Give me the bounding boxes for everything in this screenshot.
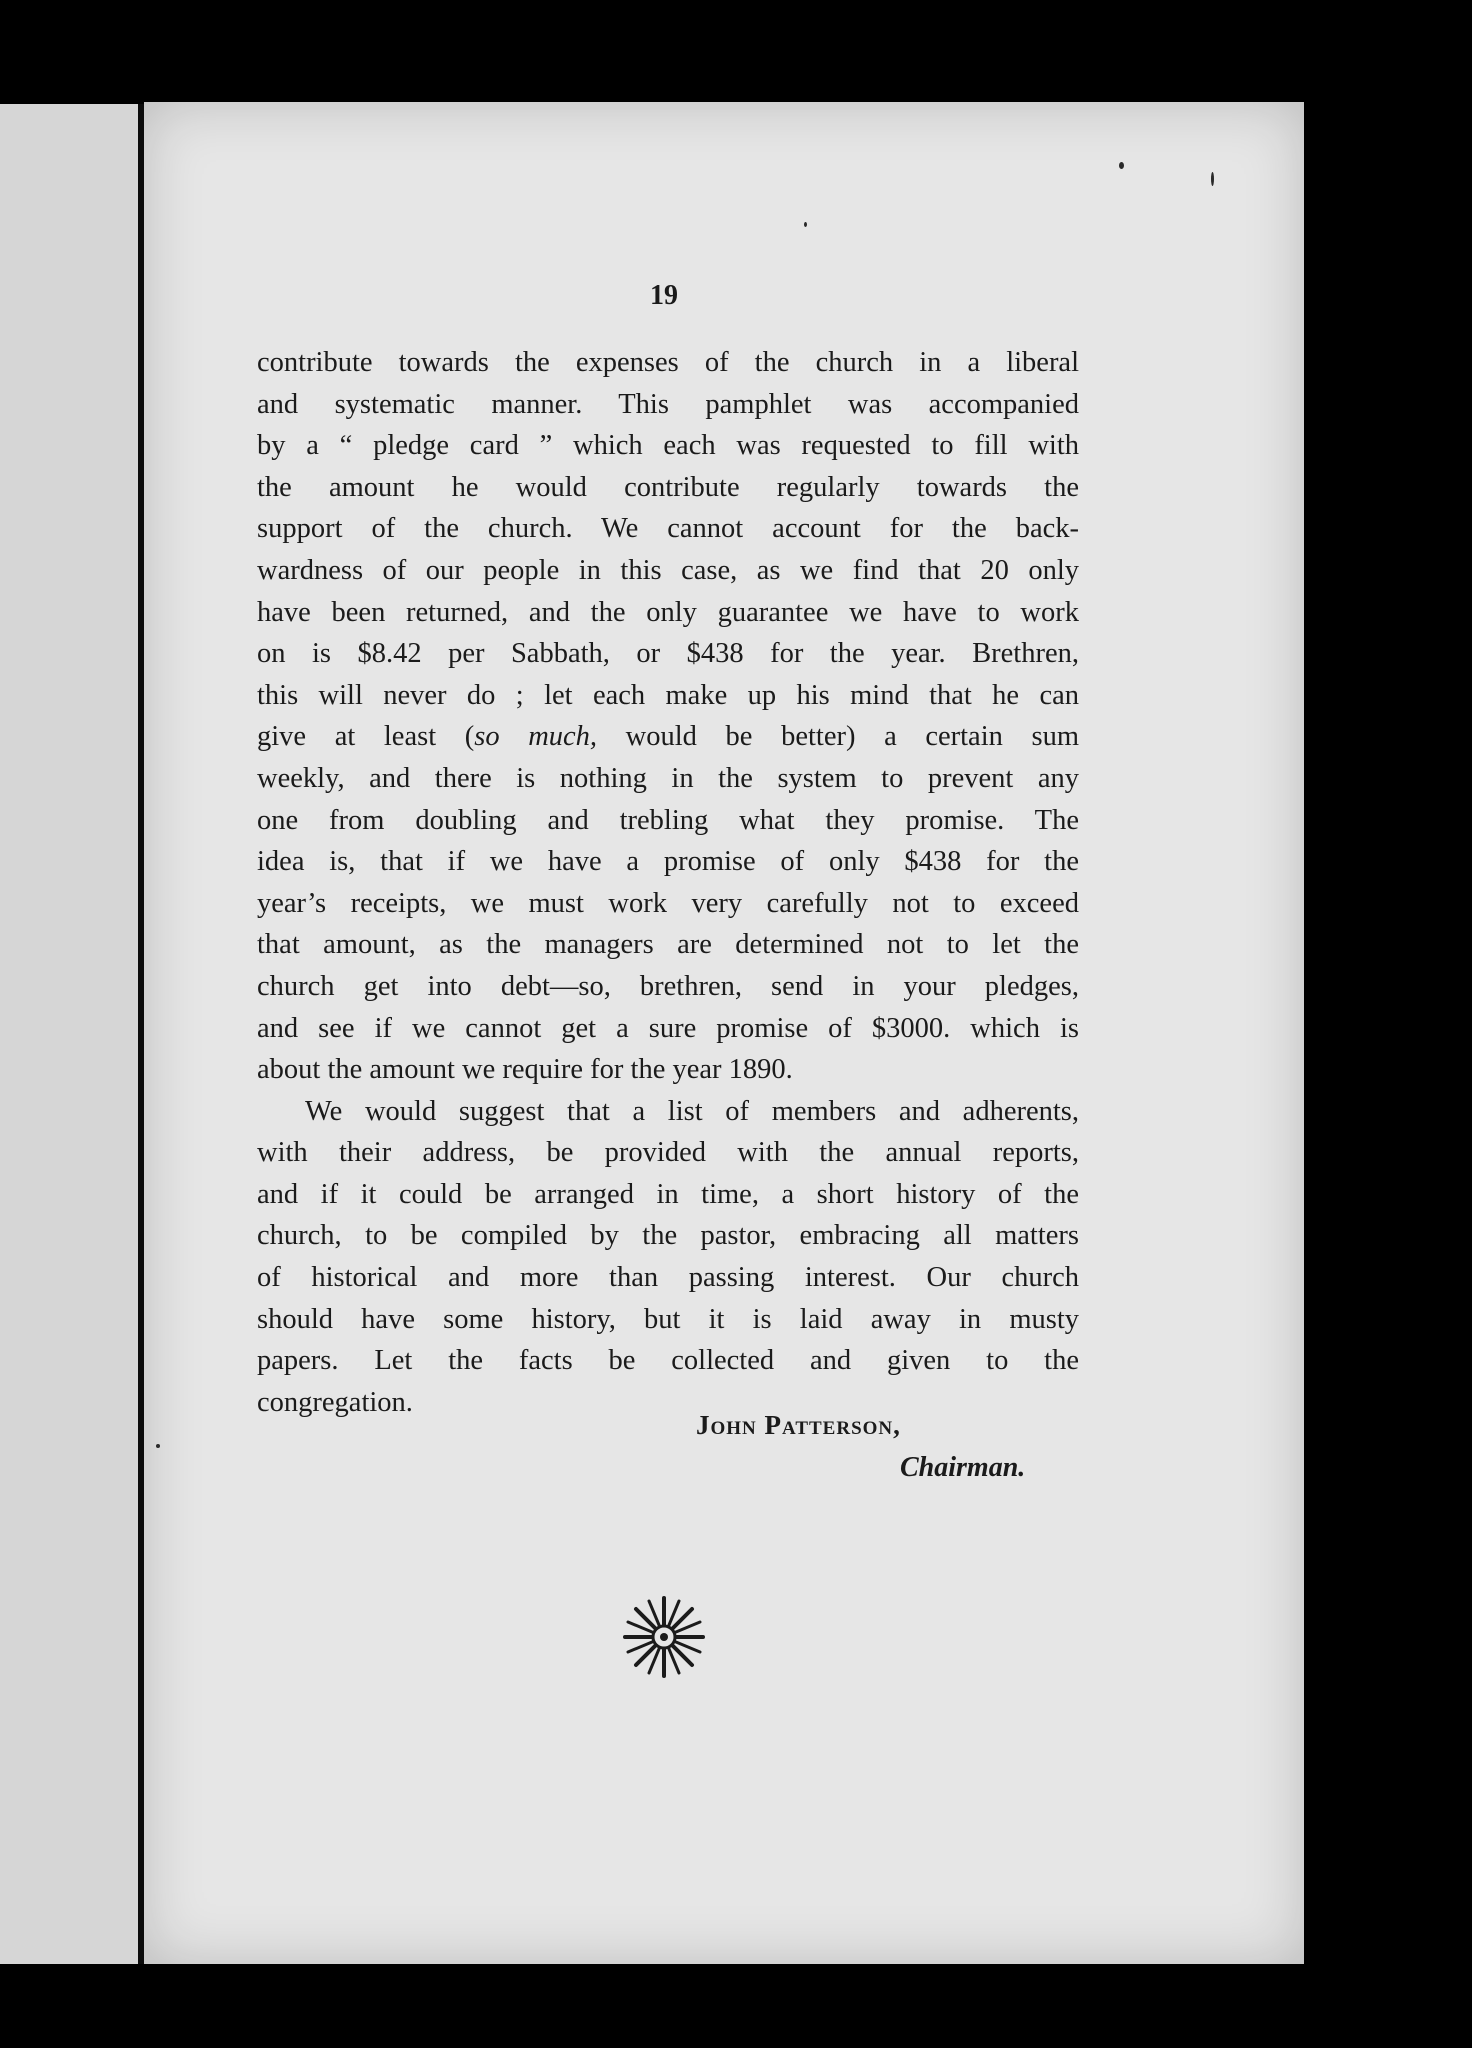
- text-line: one from doubling and trebling what they promise. The: [257, 804, 1079, 836]
- page-number: 19: [650, 280, 678, 311]
- text-line: contribute towards the expenses of the church in a liberal: [257, 347, 1079, 378]
- body-text: [257, 342, 1079, 1423]
- text-line: and if it could be arranged in time, a short history of the: [257, 1178, 1079, 1210]
- text-line: and see if we cannot get a sure promise of $3000. which is: [257, 1012, 1079, 1044]
- text-line: the amount he would contribute regularly towards the: [257, 471, 1079, 503]
- text-line: have been returned, and the only guarantee we have to work: [257, 596, 1079, 628]
- text-line: about the amount we require for the year 1890.: [257, 1054, 793, 1086]
- text-line: wardness of our people in this case, as we find that 20 only: [257, 554, 1079, 586]
- text-line: papers. Let the facts be collected and given to the: [257, 1345, 1079, 1377]
- line-segment: give at least (: [257, 721, 475, 753]
- text-line: idea is, that if we have a promise of only $438 for the: [257, 846, 1079, 878]
- text-line: of historical and more than passing interest. Our church: [257, 1262, 1079, 1294]
- text-line: with their address, be provided with the annual reports,: [257, 1137, 1079, 1169]
- paragraph-start-line: We would suggest that a list of members and adherents,: [305, 1095, 1079, 1127]
- scan-speck: [804, 222, 807, 227]
- scan-speck: [1211, 172, 1214, 186]
- text-line: support of the church. We cannot account for the back-: [257, 513, 1079, 545]
- line-segment: would be better) a certain sum: [597, 721, 1080, 753]
- text-line: by a “ pledge card ” which each was requested to fill with: [257, 430, 1079, 462]
- text-line-with-emphasis: [257, 716, 1079, 758]
- scan-speck: [1119, 162, 1124, 169]
- text-line: weekly, and there is nothing in the system to prevent any: [257, 762, 1079, 794]
- text-line: on is $8.42 per Sabbath, or $438 for the year. Brethren,: [257, 638, 1079, 670]
- text-line: year’s receipts, we must work very carefully not to exceed: [257, 887, 1079, 919]
- text-line: should have some history, but it is laid away in musty: [257, 1303, 1079, 1335]
- text-line: this will never do ; let each make up his mind that he can: [257, 679, 1079, 711]
- signatory-name: John Patterson,: [696, 1410, 901, 1440]
- text-line: and systematic manner. This pamphlet was accompanied: [257, 388, 1079, 420]
- document-page: [144, 102, 1304, 1964]
- text-line: that amount, as the managers are determined not to let the: [257, 929, 1079, 961]
- text-line: church, to be compiled by the pastor, embracing all matters: [257, 1220, 1079, 1252]
- scan-speck: [156, 1444, 160, 1448]
- text-line: congregation.: [257, 1386, 413, 1418]
- emphasized-phrase: so much,: [474, 721, 598, 753]
- text-line: church get into debt—so, brethren, send in your pledges,: [257, 970, 1079, 1002]
- facing-page-edge: [0, 104, 142, 1964]
- signatory-title: Chairman.: [900, 1452, 1026, 1483]
- sunburst-ornament-icon: [619, 1592, 709, 1682]
